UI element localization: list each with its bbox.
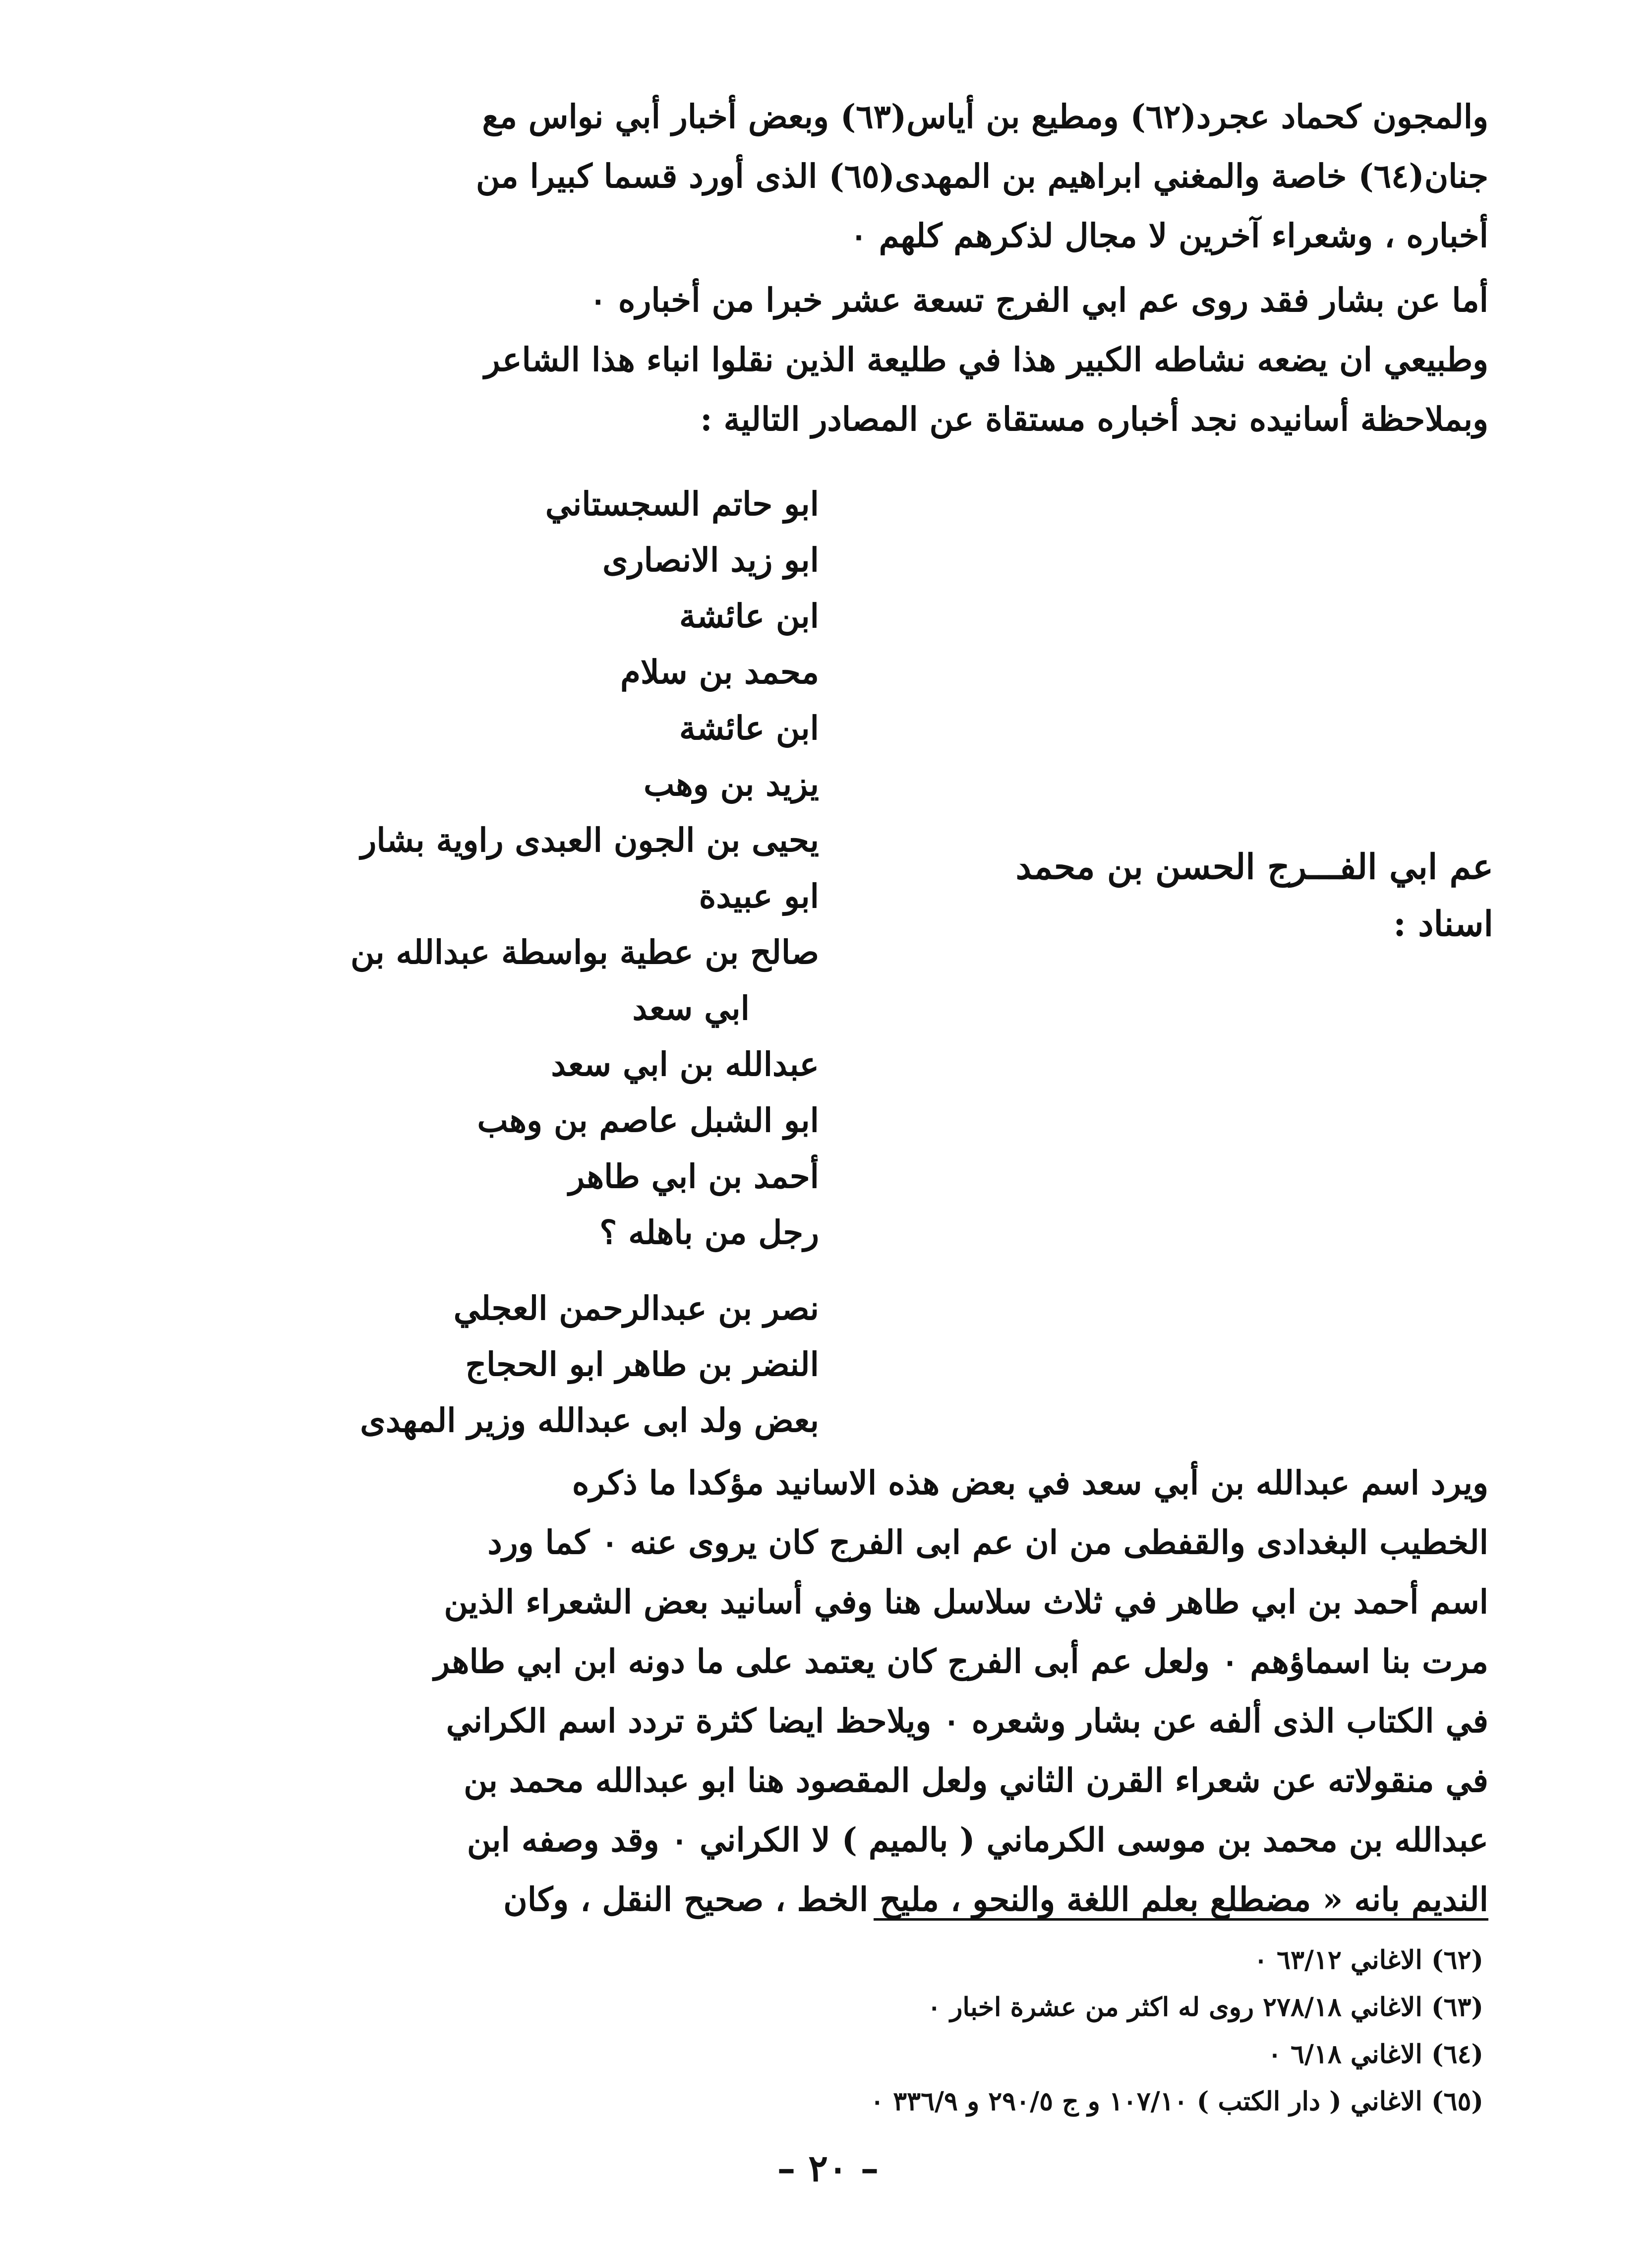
source-item: محمد بن سلام — [620, 653, 819, 691]
text-line: أخباره ، وشعراء آخرين لا مجال لذكرهم كلهم ٠ — [850, 216, 1488, 255]
isnad-line: اسناد : — [1393, 903, 1493, 944]
source-item-continuation: ابي سعد — [632, 989, 750, 1028]
source-item: ابن عائشة — [679, 709, 819, 747]
text-line: في الكتاب الذى ألفه عن بشار وشعره ٠ ويلاحظ ايضا كثرة تردد اسم الكراني — [446, 1701, 1488, 1740]
paragraph-analysis — [165, 1453, 1488, 1929]
footnote: (٦٢) الاغاني ٦٣/١٢ ٠ — [1254, 1945, 1483, 1975]
text-line: في منقولاته عن شعراء القرن الثاني ولعل المقصود هنا ابو عبدالله محمد بن — [464, 1761, 1488, 1800]
paragraph-bashar — [165, 270, 1488, 449]
source-item: يزيد بن وهب — [644, 765, 819, 803]
page-number: – ٢٠ – — [777, 2147, 879, 2190]
sources-list — [298, 476, 819, 1449]
footnote: (٦٤) الاغاني ٦/١٨ ٠ — [1267, 2039, 1483, 2069]
text-line: جنان(٦٤) خاصة والمغني ابراهيم بن المهدى(٦٥) الذى أورد قسما كبيرا من — [476, 157, 1488, 195]
source-item: النضر بن طاهر ابو الحجاج — [465, 1345, 819, 1384]
text-line: ويرد اسم عبدالله بن أبي سعد في بعض هذه الاسانيد مؤكدا ما ذكره — [572, 1463, 1488, 1502]
footnote: (٦٣) الاغاني ٢٧٨/١٨ روى له اكثر من عشرة اخبار ٠ — [927, 1992, 1483, 2022]
source-item: يحيى بن الجون العبدى راوية بشار — [360, 821, 819, 859]
source-item: ابو الشبل عاصم بن وهب — [477, 1101, 819, 1140]
text-line: أما عن بشار فقد روى عم ابي الفرج تسعة عشر خبرا من أخباره ٠ — [589, 281, 1488, 319]
text-line: مرت بنا اسماؤهم ٠ ولعل عم أبى الفرج كان يعتمد على ما دونه ابن ابي طاهر — [434, 1642, 1488, 1681]
source-item: ابو زيد الانصارى — [602, 541, 819, 579]
source-item: ابو عبيدة — [699, 877, 819, 915]
isnad-line: عم ابي الفـــرج الحسن بن محمد — [1015, 846, 1493, 887]
source-item: بعض ولد ابى عبدالله وزير المهدى — [360, 1401, 819, 1440]
text-line: وبملاحظة أسانيده نجد أخباره مستقاة عن المصادر التالية : — [700, 400, 1488, 438]
source-item: صالح بن عطية بواسطة عبدالله بن — [350, 933, 819, 971]
text-line: والمجون كحماد عجرد(٦٢) ومطيع بن أياس(٦٣) وبعض أخبار أبي نواس مع — [482, 97, 1488, 136]
source-item: عبدالله بن ابي سعد — [551, 1045, 819, 1084]
text-line: النديم بانه « مضطلع بعلم اللغة والنحو ، مليح الخط ، صحيح النقل ، وكان — [503, 1880, 1488, 1919]
footnotes — [492, 1937, 1483, 2125]
text-line: وطبيعي ان يضعه نشاطه الكبير هذا في طليعة الذين نقلوا انباء هذا الشاعر — [484, 340, 1488, 379]
footnote-divider — [874, 1918, 1488, 1921]
source-item: أحمد بن ابي طاهر — [568, 1157, 819, 1196]
source-item: نصر بن عبدالرحمن العجلي — [453, 1289, 819, 1328]
source-item: ابن عائشة — [679, 597, 819, 635]
source-item: ابو حاتم السجستاني — [545, 485, 819, 523]
isnad-label — [898, 838, 1493, 952]
paragraph-intro — [165, 87, 1488, 265]
text-line: عبدالله بن محمد بن موسى الكرماني ( بالميم ) لا الكراني ٠ وقد وصفه ابن — [467, 1820, 1488, 1859]
source-item: رجل من باهله ؟ — [599, 1213, 819, 1252]
footnote: (٦٥) الاغاني ( دار الكتب ) ١٠٧/١٠ و ج ٢٩٠/٥ و ٣٣٦/٩ ٠ — [870, 2086, 1483, 2117]
text-line: الخطيب البغدادى والقفطى من ان عم ابى الفرج كان يروى عنه ٠ كما ورد — [487, 1523, 1488, 1562]
text-line: اسم أحمد بن ابي طاهر في ثلاث سلاسل هنا وفي أسانيد بعض الشعراء الذين — [444, 1582, 1488, 1621]
